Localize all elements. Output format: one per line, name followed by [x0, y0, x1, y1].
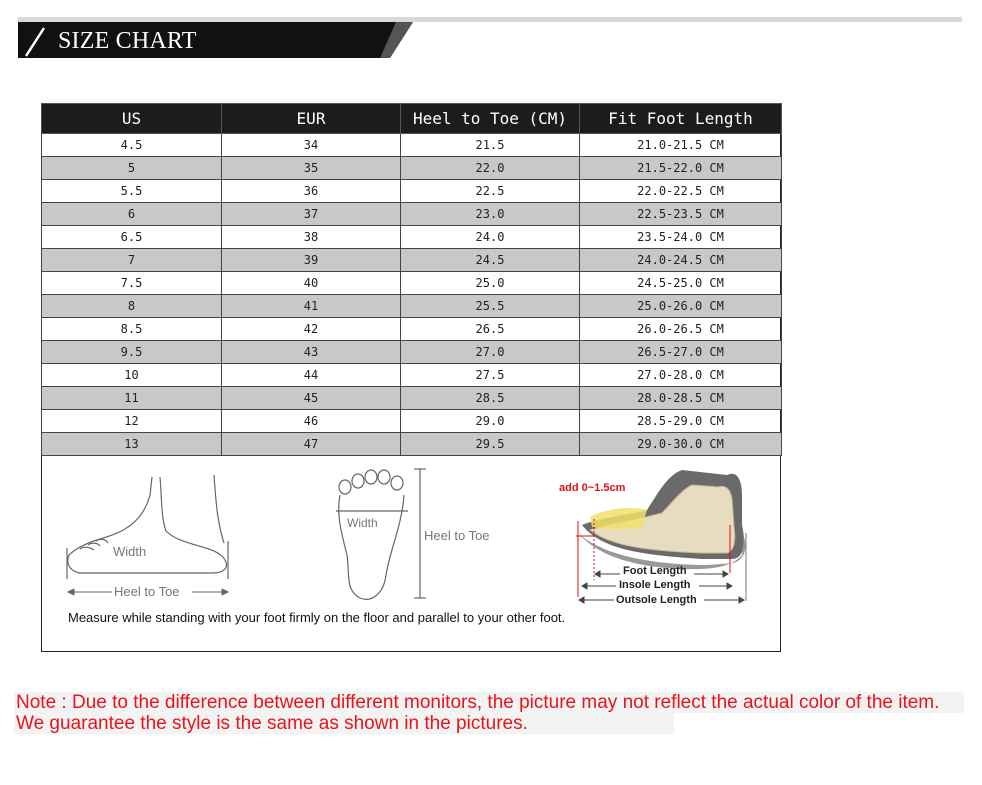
table-cell: 27.5 [401, 364, 580, 387]
table-cell: 42 [222, 318, 401, 341]
table-cell: 12 [42, 410, 222, 433]
page-title: SIZE CHART [58, 28, 197, 54]
top-heel-to-toe-label: Heel to Toe [424, 528, 490, 543]
table-cell: 21.5 [401, 134, 580, 157]
table-cell: 10 [42, 364, 222, 387]
table-cell: 46 [222, 410, 401, 433]
table-cell: 41 [222, 295, 401, 318]
table-cell: 45 [222, 387, 401, 410]
table-cell: 36 [222, 180, 401, 203]
table-cell: 23.0 [401, 203, 580, 226]
table-row [42, 295, 782, 318]
table-cell: 22.0-22.5 CM [580, 180, 782, 203]
measurement-instruction: Measure while standing with your foot firmly on the floor and parallel to your other foot. [68, 610, 566, 625]
table-cell: 22.0 [401, 157, 580, 180]
column-header: Fit Foot Length [580, 104, 782, 134]
column-header: US [42, 104, 222, 134]
table-row [42, 249, 782, 272]
table-row [42, 226, 782, 249]
table-cell: 8.5 [42, 318, 222, 341]
table-cell: 39 [222, 249, 401, 272]
foot-length-label: Foot Length [623, 565, 687, 577]
table-cell: 5 [42, 157, 222, 180]
color-disclaimer-note: Note : Due to the difference between different monitors, the picture may not reflect the actual color of the item. We guarantee the style is the same as shown in the pictures. [16, 692, 940, 734]
table-cell: 25.0 [401, 272, 580, 295]
table-cell: 25.0-26.0 CM [580, 295, 782, 318]
table-cell: 26.0-26.5 CM [580, 318, 782, 341]
table-cell: 26.5 [401, 318, 580, 341]
side-foot-illustration [67, 475, 228, 579]
table-cell: 47 [222, 433, 401, 456]
table-cell: 37 [222, 203, 401, 226]
table-row [42, 318, 782, 341]
table-cell: 6 [42, 203, 222, 226]
table-cell: 5.5 [42, 180, 222, 203]
table-cell: 38 [222, 226, 401, 249]
table-cell: 23.5-24.0 CM [580, 226, 782, 249]
table-cell: 34 [222, 134, 401, 157]
table-cell: 26.5-27.0 CM [580, 341, 782, 364]
table-cell: 25.5 [401, 295, 580, 318]
table-cell: 44 [222, 364, 401, 387]
table-row [42, 410, 782, 433]
table-cell: 28.5-29.0 CM [580, 410, 782, 433]
table-cell: 29.0 [401, 410, 580, 433]
table-row [42, 341, 782, 364]
side-heel-to-toe-label: Heel to Toe [114, 584, 180, 599]
outsole-length-label: Outsole Length [616, 594, 697, 606]
table-cell: 29.0-30.0 CM [580, 433, 782, 456]
top-foot-illustration [336, 469, 426, 599]
table-cell: 8 [42, 295, 222, 318]
insole-length-label: Insole Length [619, 579, 691, 591]
table-row [42, 180, 782, 203]
table-header-row [42, 104, 782, 134]
table-cell: 28.0-28.5 CM [580, 387, 782, 410]
table-row [42, 134, 782, 157]
table-cell: 28.5 [401, 387, 580, 410]
table-cell: 6.5 [42, 226, 222, 249]
table-cell: 7 [42, 249, 222, 272]
table-cell: 7.5 [42, 272, 222, 295]
table-cell: 24.0 [401, 226, 580, 249]
table-row [42, 203, 782, 226]
table-cell: 27.0-28.0 CM [580, 364, 782, 387]
table-row [42, 364, 782, 387]
table-cell: 22.5-23.5 CM [580, 203, 782, 226]
column-header: EUR [222, 104, 401, 134]
table-cell: 24.5-25.0 CM [580, 272, 782, 295]
table-cell: 40 [222, 272, 401, 295]
table-cell: 35 [222, 157, 401, 180]
table-cell: 4.5 [42, 134, 222, 157]
table-row [42, 157, 782, 180]
table-row [42, 433, 782, 456]
column-header: Heel to Toe (CM) [401, 104, 580, 134]
table-cell: 24.5 [401, 249, 580, 272]
table-cell: 29.5 [401, 433, 580, 456]
table-cell: 27.0 [401, 341, 580, 364]
slash-mark-icon [24, 26, 46, 58]
table-cell: 11 [42, 387, 222, 410]
size-table [41, 103, 782, 456]
table-cell: 21.0-21.5 CM [580, 134, 782, 157]
table-row [42, 387, 782, 410]
table-cell: 24.0-24.5 CM [580, 249, 782, 272]
table-cell: 13 [42, 433, 222, 456]
table-cell: 22.5 [401, 180, 580, 203]
side-width-label: Width [113, 544, 147, 559]
table-cell: 43 [222, 341, 401, 364]
table-cell: 9.5 [42, 341, 222, 364]
top-width-label: Width [347, 516, 378, 530]
table-cell: 21.5-22.0 CM [580, 157, 782, 180]
shoe-add-label: add 0~1.5cm [559, 482, 626, 494]
table-row [42, 272, 782, 295]
